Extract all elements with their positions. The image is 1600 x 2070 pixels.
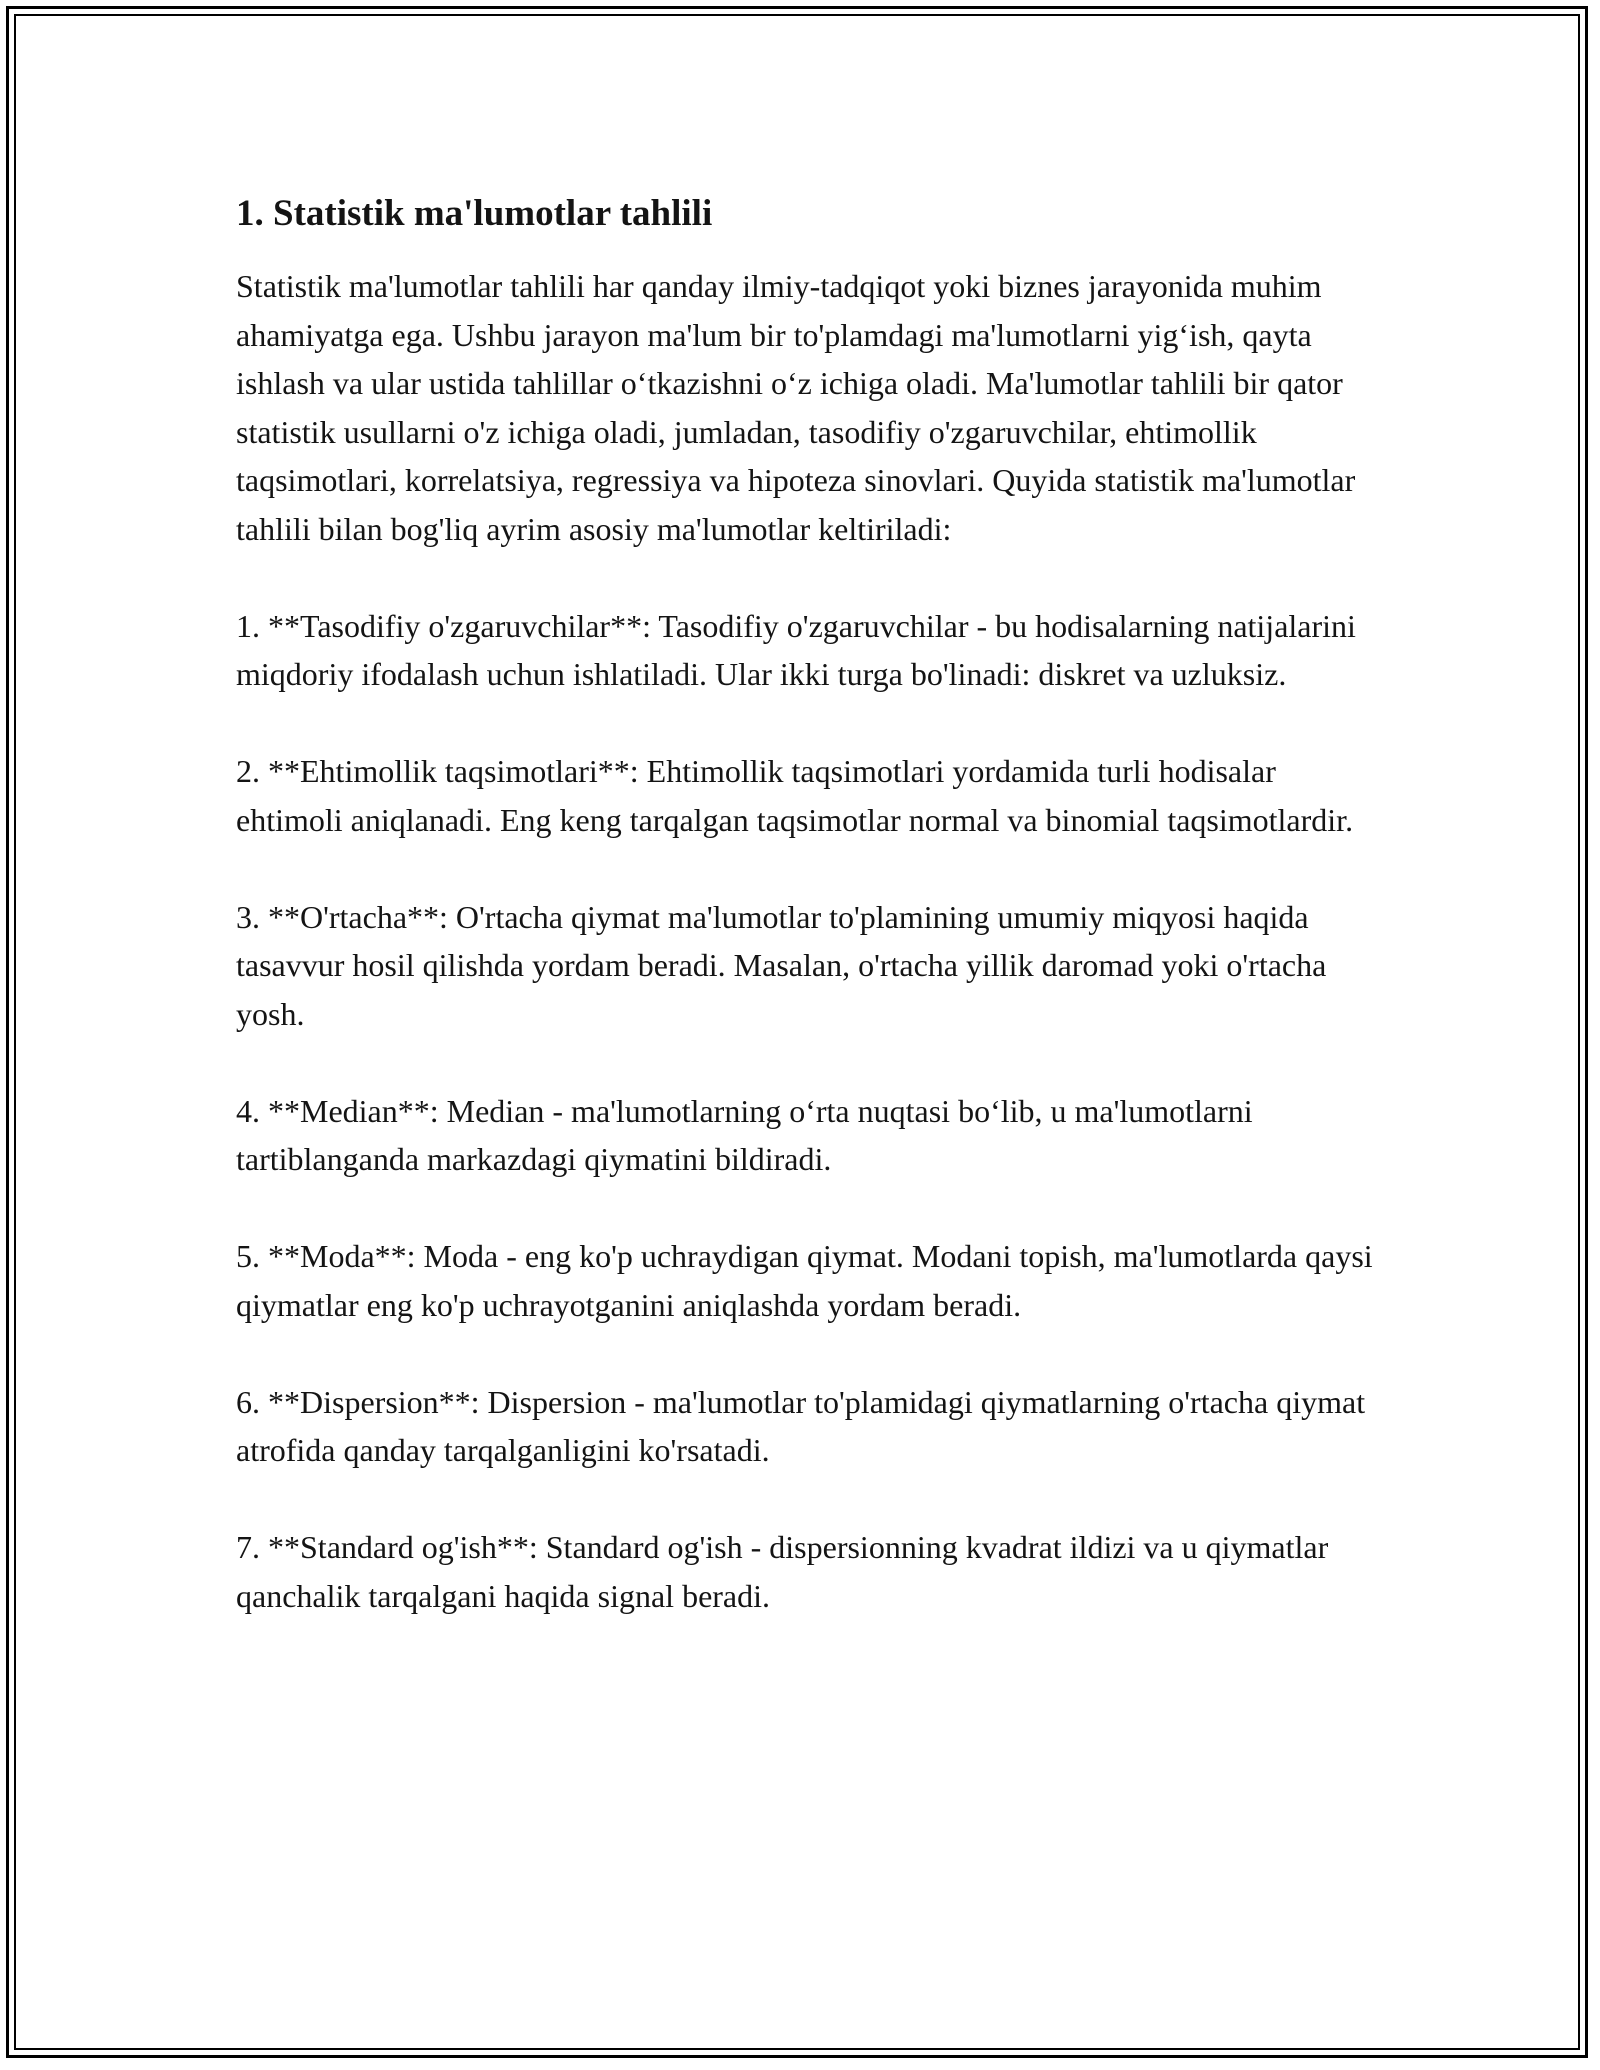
list-item-probability-distributions: 2. **Ehtimollik taqsimotlari**: Ehtimollik taqsimotlari yordamida turli hodisalar ehtimoli aniqlanadi. Eng keng tarqalgan taqsimotlar normal va binomial taqsimotlardir. xyxy=(236,753,1354,838)
list-item-dispersion: 6. **Dispersion**: Dispersion - ma'lumotlar to'plamidagi qiymatlarning o'rtacha qiymat atrofida qanday tarqalganligini ko'rsatadi. xyxy=(236,1383,1366,1468)
list-item-mode: 5. **Moda**: Moda - eng ko'p uchraydigan qiymat. Modani topish, ma'lumotlarda qaysi qiymatlar eng ko'p uchrayotganini aniqlashda yordam beradi. xyxy=(236,1238,1373,1323)
intro-paragraph: Statistik ma'lumotlar tahlili har qanday ilmiy-tadqiqot yoki biznes jarayonida muhim ahamiyatga ega. Ushbu jarayon ma'lum bir to'plamdagi ma'lumotlarni yig‘ish, qayta ishlash va ular ustida tahlillar o‘tkazishni o‘z ichiga oladi. Ma'lumotlar tahlili bir qator statistik usullarni o'z ichiga oladi, jumladan, tasodifiy o'zgaruvchilar, ehtimollik taqsimotlari, korrelatsiya, regressiya va hipoteza sinovlari. Quyida statistik ma'lumotlar tahlili bilan bog'liq ayrim asosiy ma'lumotlar keltiriladi: xyxy=(236,268,1356,547)
document-body xyxy=(236,188,1376,1620)
page-title: 1. Statistik ma'lumotlar tahlili xyxy=(236,193,713,234)
list-item-random-variables: 1. **Tasodifiy o'zgaruvchilar**: Tasodifiy o'zgaruvchilar - bu hodisalarning natijalarini miqdoriy ifodalash uchun ishlatiladi. Ular ikki turga bo'linadi: diskret va uzluksiz. xyxy=(236,607,1356,692)
list-item-mean: 3. **O'rtacha**: O'rtacha qiymat ma'lumotlar to'plamining umumiy miqyosi haqida tasavvur hosil qilishda yordam beradi. Masalan, o'rtacha yillik daromad yoki o'rtacha yosh. xyxy=(236,898,1327,1032)
list-item-median: 4. **Median**: Median - ma'lumotlarning o‘rta nuqtasi bo‘lib, u ma'lumotlarni tartiblanganda markazdagi qiymatini bildiradi. xyxy=(236,1092,1253,1177)
list-item-standard-deviation: 7. **Standard og'ish**: Standard og'ish - dispersionning kvadrat ildizi va u qiymatlar qanchalik tarqalgani haqida signal beradi. xyxy=(236,1529,1329,1614)
